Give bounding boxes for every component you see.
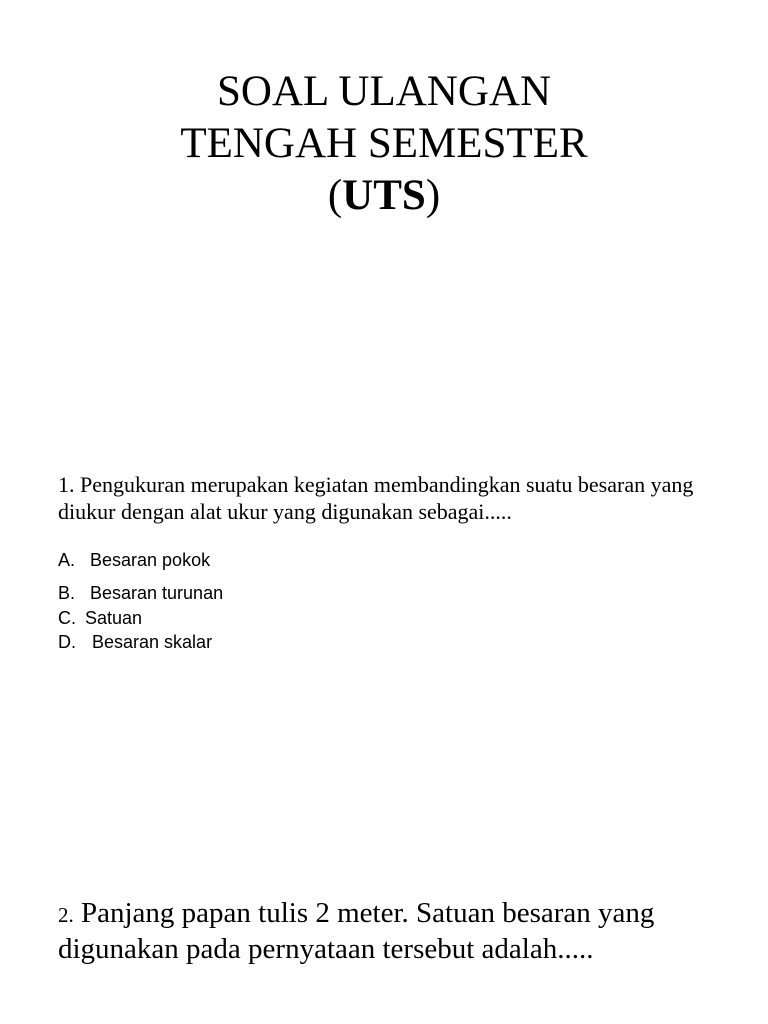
title-line-3: (UTS) bbox=[327, 172, 441, 219]
option-text: Besaran pokok bbox=[90, 550, 211, 570]
option-letter: D. bbox=[58, 632, 76, 652]
option-letter: A. bbox=[58, 550, 76, 570]
option-letter: C. bbox=[58, 608, 76, 628]
option-text: Besaran turunan bbox=[90, 583, 224, 603]
option-text: Satuan bbox=[85, 608, 143, 628]
title-abbreviation: UTS bbox=[342, 172, 426, 219]
option-c bbox=[58, 608, 142, 629]
question-2 bbox=[58, 896, 738, 966]
question-2-number: 2. bbox=[58, 903, 74, 927]
question-1 bbox=[58, 471, 718, 525]
question-2-text: Panjang papan tulis 2 meter. Satuan besaran yang digunakan pada pernyataan tersebut adalah..... bbox=[58, 897, 655, 965]
option-text: Besaran skalar bbox=[92, 632, 213, 652]
question-1-text: Pengukuran merupakan kegiatan membandingkan suatu besaran yang diukur dengan alat ukur yang digunakan sebagai..... bbox=[58, 472, 694, 524]
option-letter: B. bbox=[58, 583, 76, 603]
question-1-number: 1. bbox=[58, 472, 75, 497]
title-line-2: TENGAH SEMESTER bbox=[180, 120, 588, 167]
option-d bbox=[58, 632, 212, 653]
option-b bbox=[58, 583, 223, 604]
document-title bbox=[0, 66, 768, 222]
title-line-1: SOAL ULANGAN bbox=[216, 68, 552, 115]
option-a bbox=[58, 550, 210, 571]
